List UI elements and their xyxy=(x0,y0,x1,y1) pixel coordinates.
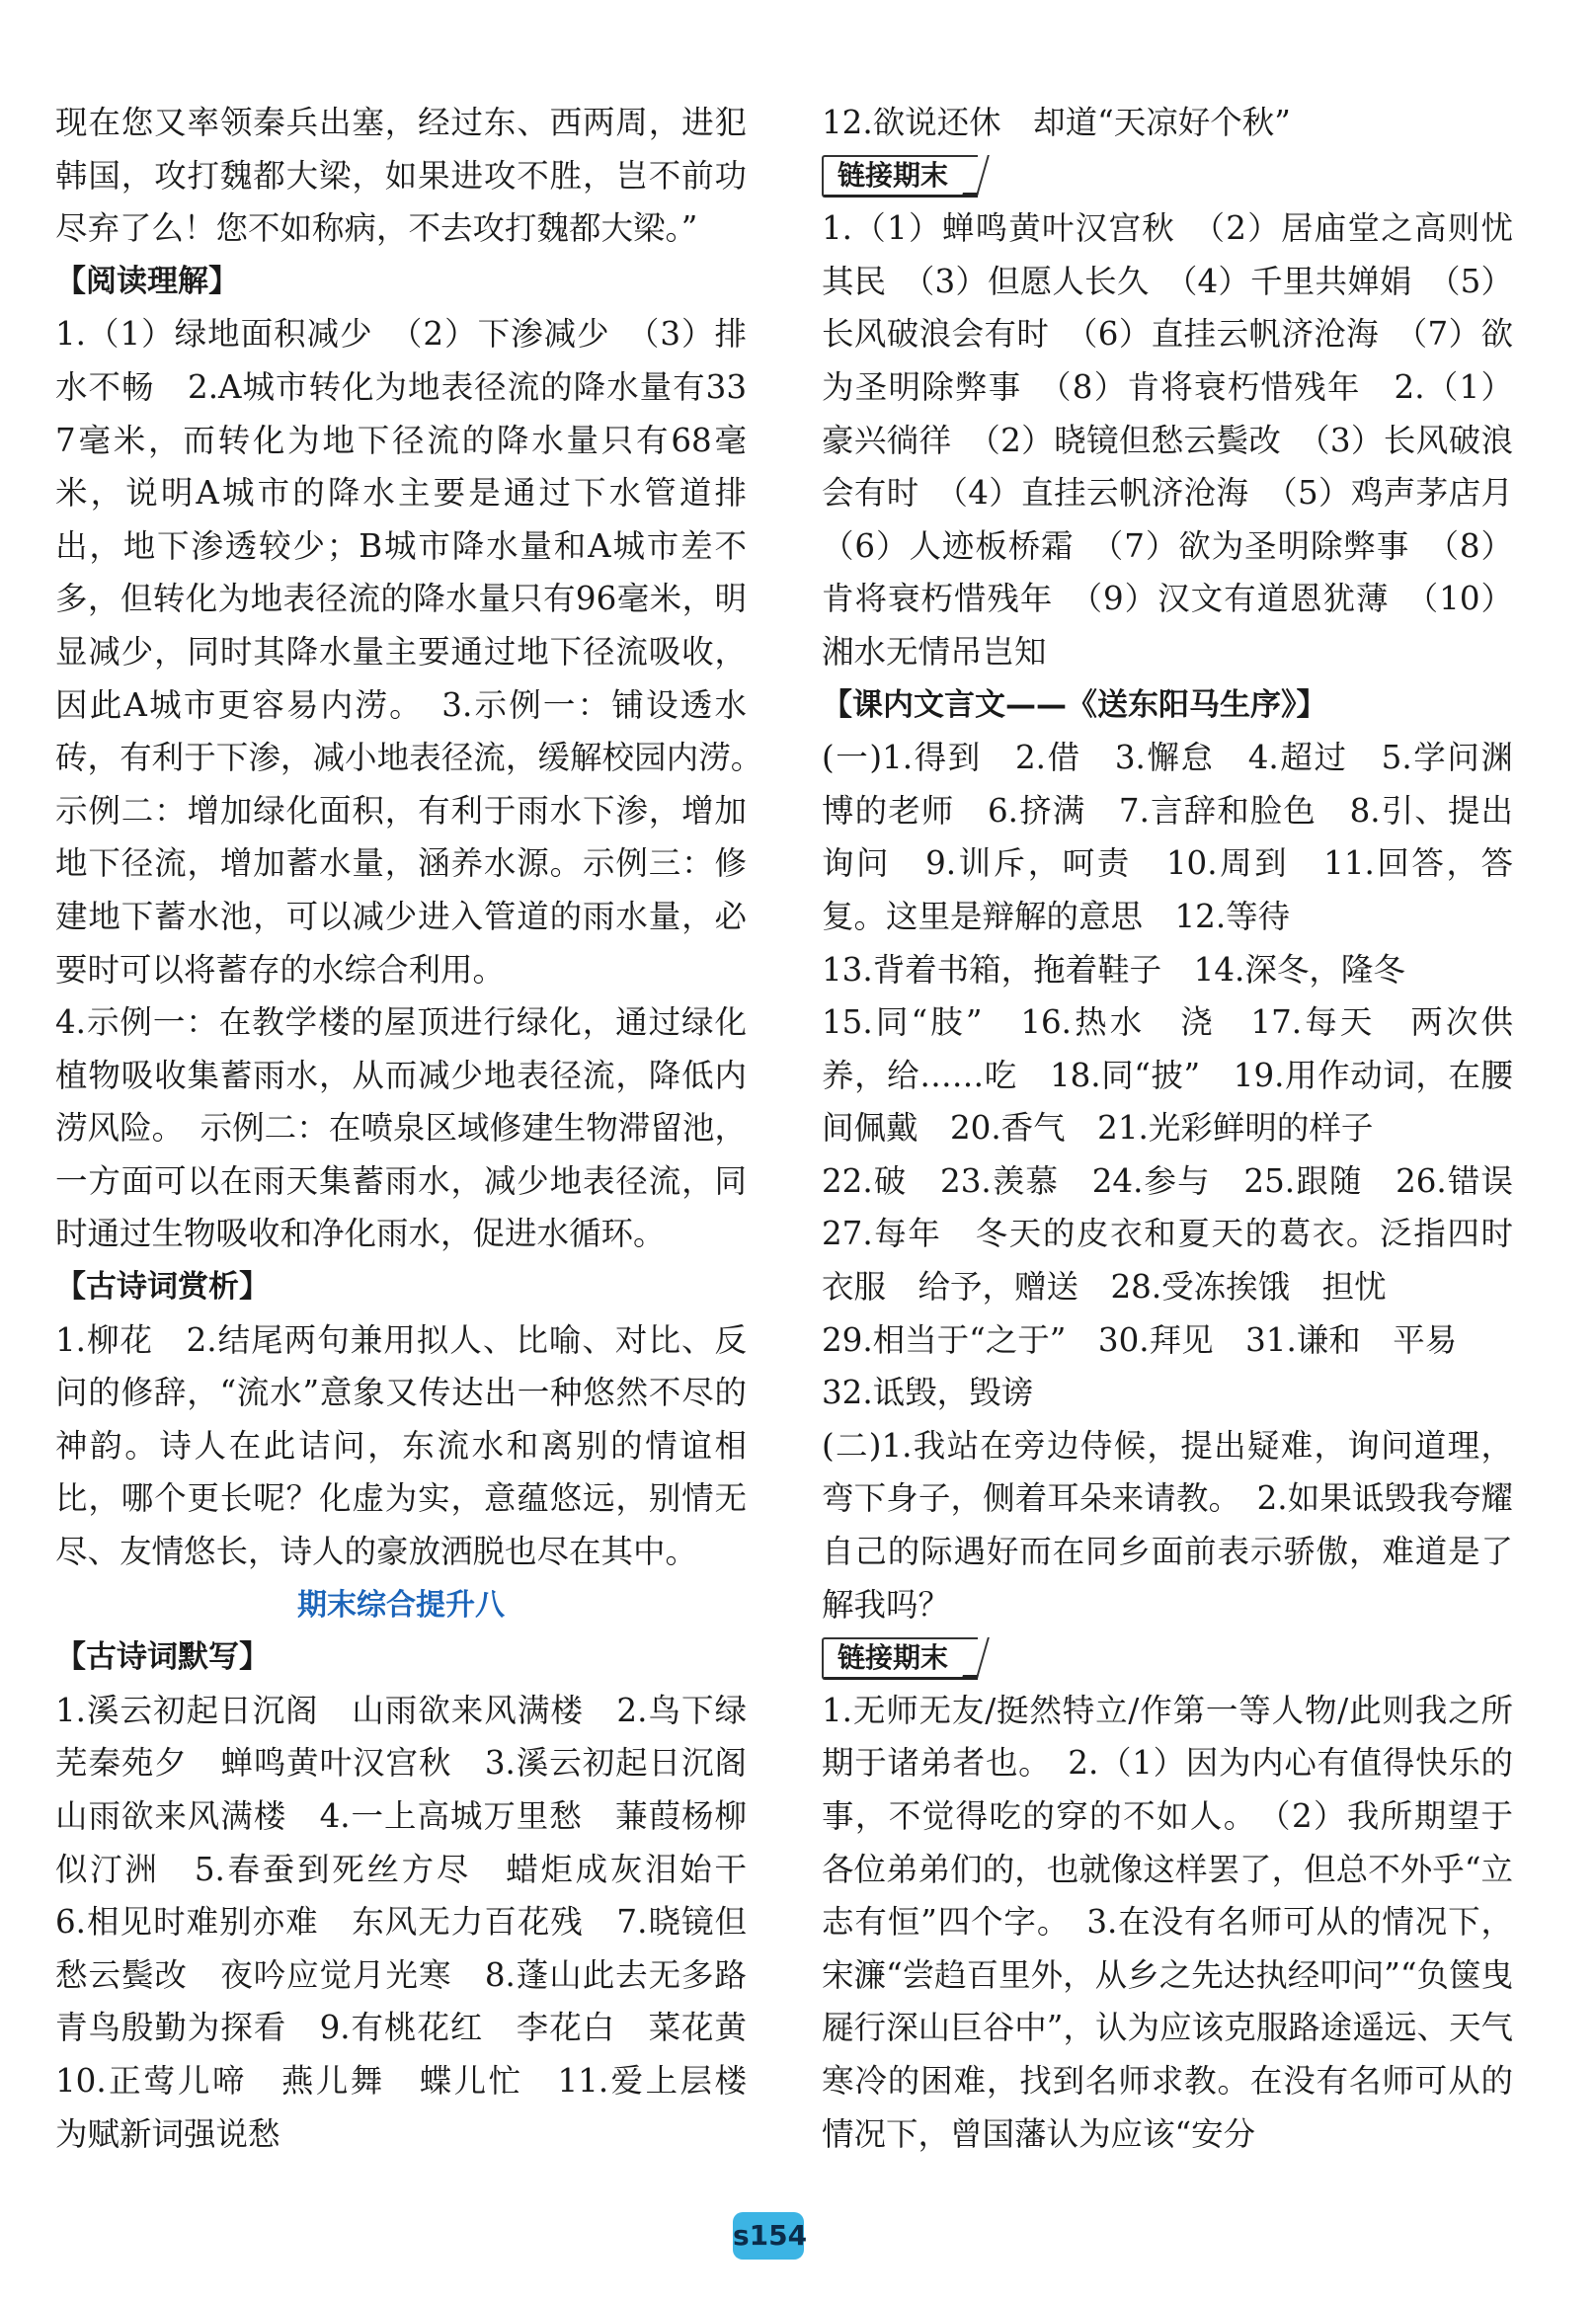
dictation-item-12: 12.欲说还休 却道“天凉好个秋” xyxy=(822,104,1291,141)
classical-answers-2: 13.背着书箱，拖着鞋子 14.深冬，隆冬 xyxy=(822,950,1405,989)
section-title: 期末综合提升八 xyxy=(297,1587,505,1623)
classical-answers-3: 15.同“肢” 16.热水 浇 17.每天 两次供养，给……吃 18.同“披” 19.用作动词，在腰间佩戴 20.香气 21.光彩鲜明的样子 xyxy=(822,1003,1513,1148)
classical-answers-6: 32.诋毁，毁谤 xyxy=(822,1374,1034,1412)
link-final-tag-1 xyxy=(822,150,1513,203)
page-number: s154 xyxy=(733,2212,804,2260)
left-column xyxy=(55,97,779,2161)
classical-answers-7: (二)1.我站在旁边侍候，提出疑难，询问道理，弯下身子，侧着耳朵来请教。 2.如果诋毁我夸耀自己的际遇好而在同乡面前表示骄傲，难道是了解我吗？ xyxy=(822,1426,1513,1624)
link-final-answers-2: 1.无师无友/挺然特立/作第一等人物/此则我之所期于诸弟者也。 2.（1）因为内心有值得快乐的事，不觉得吃的穿的不如人。 （2）我所期望于各位弟弟们的，也就像这样罢了，但总不外乎“立志有恒”四个字。 3.在没有名师可从的情况下，宋濂“尝趋百里外，从乡之先达执经叩问”“负箧曳屣行深山巨谷中”，认为应该克服路途遥远、天气寒冷的困难，找到名师求教。在没有名师可从的情况下，曾国藩认为应该“安分 xyxy=(822,1691,1513,2153)
reading-answers: 1.（1）绿地面积减少 （2）下渗减少 （3）排水不畅 2.A城市转化为地表径流的降水量有337毫米，而转化为地下径流的降水量只有68毫米，说明A城市的降水主要是通过下水管道排出，地下渗透较少；B城市降水量和A城市差不多，但转化为地表径流的降水量只有96毫米，明显减少，同时其降水量主要通过地下径流吸收，因此A城市更容易内涝。 3.示例一：铺设透水砖，有利于下渗，减小地表径流，缓解校园内涝。 示例二：增加绿化面积，有利于雨水下渗，增加地下径流，增加蓄水量，涵养水源。示例三：修建地下蓄水池，可以减少进入管道的雨水量，必要时可以将蓄存的水综合利用。 xyxy=(55,315,779,989)
dictation-answers: 1.溪云初起日沉阁 山雨欲来风满楼 2.鸟下绿芜秦苑夕 蝉鸣黄叶汉宫秋 3.溪云初起日沉阁 山雨欲来风满楼 4.一上高城万里愁 蒹葭杨柳似汀洲 5.春蚕到死丝方尽 蜡炬成灰泪始干 6.相见时难别亦难 东风无力百花残 7.晓镜但愁云鬓改 夜吟应觉月光寒 8.蓬山此去无多路 青鸟殷勤为探看 9.有桃花红 李花白 菜花黄 10.正莺儿啼 燕儿舞 蝶儿忙 11.爱上层楼 为赋新词强说愁 xyxy=(55,1691,779,2153)
reading-answers-4: 4.示例一：在教学楼的屋顶进行绿化，通过绿化植物吸收集蓄雨水，从而减少地表径流，降低内涝风险。 示例二：在喷泉区域修建生物滞留池，一方面可以在雨天集蓄雨水，减少地表径流，同时通过生物吸收和净化雨水，促进水循环。 xyxy=(55,1003,747,1253)
classical-answers-4: 22.破 23.羡慕 24.参与 25.跟随 26.错误 27.每年 冬天的皮衣和夏天的葛衣。泛指四时衣服 给予，赠送 28.受冻挨饿 担忧 xyxy=(822,1161,1546,1307)
classical-answers-5: 29.相当于“之于” 30.拜见 31.谦和 平易 xyxy=(822,1320,1458,1359)
link-final-answers-1: 1.（1）蝉鸣黄叶汉宫秋 （2）居庙堂之高则忧其民 （3）但愿人长久 （4）千里共婵娟 （5）长风破浪会有时 （6）直挂云帆济沧海 （7）欲为圣明除弊事 （8）肯将衰朽惜残年 2.（1）豪兴徜徉 （2）晓镜但愁云鬓改 （3）长风破浪会有时 （4）直挂云帆济沧海 （5）鸡声茅店月 （6）人迹板桥霜 （7）欲为圣明除弊事 （8）肯将衰朽惜残年 （9）汉文有道恩犹薄 （10）湘水无情吊岂知 xyxy=(822,209,1546,671)
classical-answers-1: (一)1.得到 2.借 3.懈怠 4.超过 5.学问渊博的老师 6.挤满 7.言辞和脸色 8.引、提出 询问 9.训斥，呵责 10.周到 11.回答，答复。这里是辩解的意思 12.等待 xyxy=(822,739,1546,935)
poetry-appreciation-heading: 【古诗词赏析】 xyxy=(55,1269,270,1306)
right-column xyxy=(822,97,1546,2161)
poetry-dictation-heading: 【古诗词默写】 xyxy=(55,1639,270,1676)
reading-comprehension-heading: 【阅读理解】 xyxy=(55,263,239,299)
link-final-label: 链接期末 xyxy=(822,1637,978,1680)
classical-chinese-heading: 【课内文言文——《送东阳马生序》】 xyxy=(822,686,1327,723)
link-final-label: 链接期末 xyxy=(822,155,978,198)
intro-paragraph: 现在您又率领秦兵出塞，经过东、西两周，进犯韩国，攻打魏都大梁，如果进攻不胜，岂不前功尽弃了么！您不如称病，不去攻打魏都大梁。” xyxy=(55,104,747,248)
poetry-answers: 1.柳花 2.结尾两句兼用拟人、比喻、对比、反问的修辞，“流水”意象又传达出一种悠然不尽的神韵。诗人在此诘问，东流水和离别的情谊相比，哪个更长呢？化虚为实，意蕴悠远，别情无尽、友情悠长，诗人的豪放洒脱也尽在其中。 xyxy=(55,1320,747,1571)
link-final-tag-2 xyxy=(822,1631,1513,1685)
